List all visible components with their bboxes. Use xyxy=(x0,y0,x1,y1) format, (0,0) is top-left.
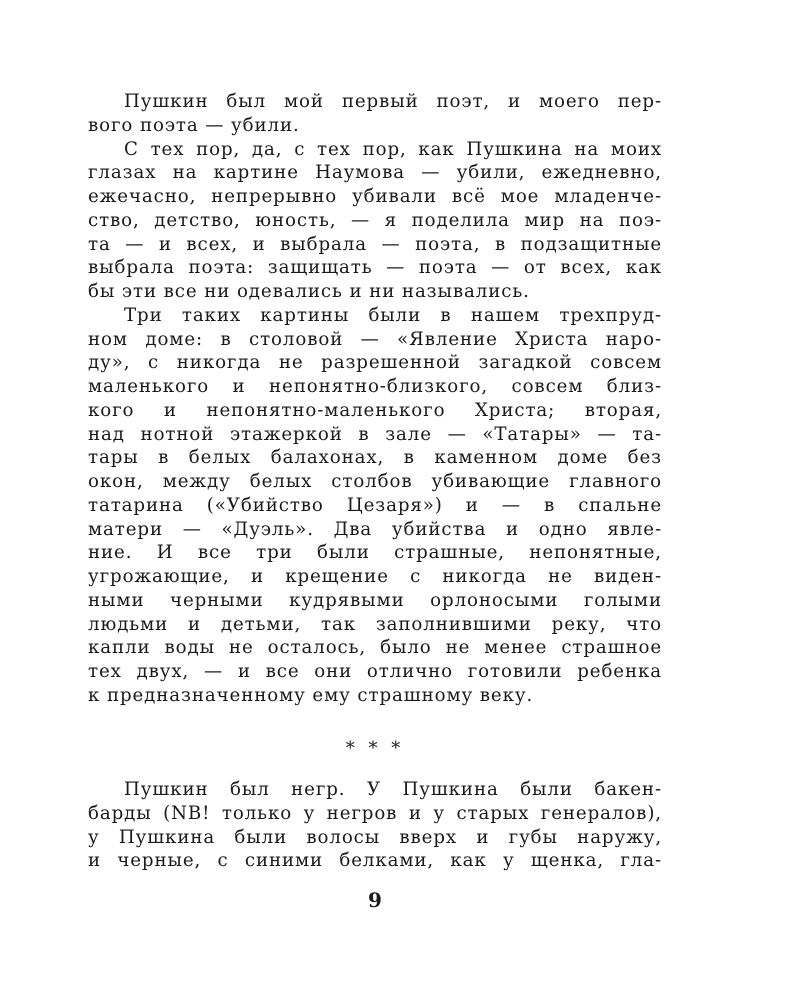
text-line: ние. И все три были страшные, непонятные, xyxy=(88,542,662,564)
text-line: тары в белых балахонах, в каменном доме без xyxy=(88,447,662,469)
text-line: ду», с никогда не разрешенной загадкой совсем xyxy=(88,352,662,374)
paragraph-1 xyxy=(88,90,662,138)
text-line: у Пушкина были волосы вверх и губы наружу, xyxy=(88,826,662,848)
text-line: и черные, с синими белками, как у щенка, гла- xyxy=(88,850,662,872)
text-line: угрожающие, и крещение с никогда не виден- xyxy=(88,566,662,587)
text-line: глазах на картине Наумова — убили, ежедневно, xyxy=(88,162,662,184)
text-line: барды (NB! только у негров и у старых генералов), xyxy=(88,802,662,824)
text-line: ными черными кудрявыми орлоносыми голыми xyxy=(88,589,662,611)
text-line: ежечасно, непрерывно убивали всё мое младенче- xyxy=(88,186,662,207)
paragraph-4 xyxy=(88,778,662,873)
page-number: 9 xyxy=(368,888,382,912)
text-line: Три таких картины были в нашем трехпруд- xyxy=(124,304,662,326)
text-line: ство, детство, юность, — я поделила мир на поэ- xyxy=(88,209,662,231)
section-break: * * * xyxy=(345,738,405,759)
text-line: к предназначенному ему страшному веку. xyxy=(88,684,534,706)
paragraph-3 xyxy=(88,304,662,708)
text-line: матери — «Дуэль». Два убийства и одно явле- xyxy=(88,518,662,540)
text-line: Пушкин был мой первый поэт, и моего пер- xyxy=(124,91,662,112)
text-line: вого поэта — убили. xyxy=(88,114,300,136)
text-line: окон, между белых столбов убивающие главного xyxy=(88,471,662,492)
text-line: выбрала поэта: защищать — поэта — от всех, как xyxy=(88,257,662,279)
text-line: маленького и непонятно-близкого, совсем близ- xyxy=(88,376,662,397)
paragraph-2 xyxy=(88,138,662,304)
text-line: Пушкин был негр. У Пушкина были бакен- xyxy=(124,779,662,800)
text-line: ном доме: в столовой — «Явление Христа наро- xyxy=(88,328,662,350)
text-line: кого и непонятно-маленького Христа; вторая, xyxy=(88,399,662,421)
text-line: тех двух, — и все они отлично готовили ребенка xyxy=(88,661,662,682)
text-line: капли воды не осталось, было не менее страшное xyxy=(88,637,662,659)
text-line: С тех пор, да, с тех пор, как Пушкина на моих xyxy=(124,138,662,160)
text-line: та — и всех, и выбрала — поэта, в подзащитные xyxy=(88,233,662,255)
text-line: над нотной этажеркой в зале — «Татары» — та- xyxy=(88,423,662,445)
text-line: бы эти все ни одевались и ни назывались. xyxy=(88,281,530,302)
text-line: татарина («Убийство Цезаря») и — в спальне xyxy=(88,494,662,516)
text-line: людьми и детьми, так заполнившими реку, что xyxy=(88,613,662,635)
